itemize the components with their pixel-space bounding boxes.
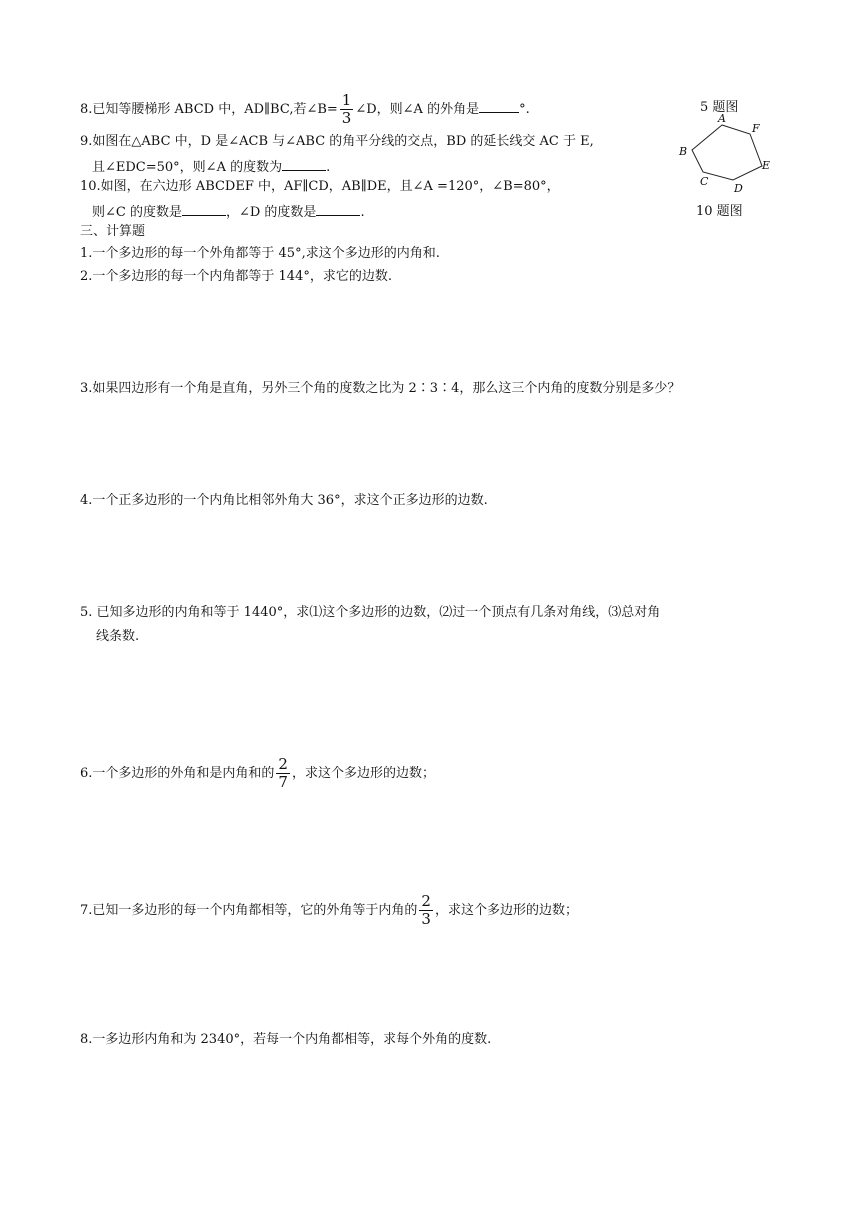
problem-4: 4.一个正多边形的一个内角比相邻外角大 36°，求这个正多边形的边数. — [80, 493, 488, 508]
figure-caption-10: 10 题图 — [696, 204, 743, 219]
fraction-numerator: 1 — [341, 91, 352, 109]
q10-period: . — [360, 205, 365, 220]
question-9-line1: 9.如图在△ABC 中，D 是∠ACB 与∠ABC 的角平分线的交点，BD 的延长线交 AC 于 E, — [80, 134, 594, 149]
p6-text-post: ，求这个多边形的边数； — [291, 766, 435, 781]
vertex-label: D — [734, 182, 743, 195]
fraction-denominator: 3 — [421, 910, 431, 928]
problem-7 — [80, 893, 578, 928]
answer-blank[interactable] — [316, 201, 360, 216]
problem-6 — [80, 756, 435, 791]
problem-5-line1: 5. 已知多边形的内角和等于 1440°，求⑴这个多边形的边数，⑵过一个顶点有几条对角线，⑶总对角 — [80, 605, 661, 620]
answer-blank[interactable] — [282, 156, 326, 171]
q9-text: 且∠EDC=50°，则∠A 的度数为 — [92, 160, 283, 175]
problem-2: 2.一个多边形的每一个内角都等于 144°，求它的边数. — [80, 269, 392, 284]
problem-8: 8.一多边形内角和为 2340°，若每一个内角都相等，求每个外角的度数. — [80, 1032, 492, 1047]
vertex-label: C — [700, 175, 709, 188]
p6-fraction — [276, 756, 290, 791]
fraction-numerator: 2 — [278, 755, 288, 773]
q8-text-pre: 8.已知等腰梯形 ABCD 中，AD∥BC,若∠B= — [80, 102, 338, 117]
problem-3: 3.如果四边形有一个角是直角，另外三个角的度数之比为 2∶3∶4，那么这三个内角的度数分别是多少？ — [80, 381, 681, 396]
p7-text-post: ，求这个多边形的边数； — [434, 903, 578, 918]
vertex-label: E — [762, 159, 771, 172]
question-8-fill — [80, 92, 530, 127]
answer-blank[interactable] — [182, 201, 226, 216]
hexagon-figure — [670, 112, 780, 196]
p7-fraction — [419, 893, 433, 928]
problem-1: 1.一个多边形的每一个外角都等于 45°,求这个多边形的内角和. — [80, 246, 440, 261]
fraction-numerator: 2 — [421, 892, 431, 910]
q8-text-post: ∠D，则∠A 的外角是 — [355, 102, 480, 117]
section-heading: 三、计算题 — [80, 224, 146, 239]
answer-blank[interactable] — [479, 98, 519, 113]
q9-period: . — [326, 160, 331, 175]
q8-unit: °. — [519, 102, 530, 117]
fraction-denominator: 3 — [341, 109, 352, 127]
figure-caption-5: 5 题图 — [700, 100, 739, 115]
problem-5-line2: 线条数. — [96, 629, 140, 644]
vertex-label: A — [718, 112, 726, 125]
q10-text-a: 则∠C 的度数是 — [92, 205, 182, 220]
p7-text-pre: 7.已知一多边形的每一个内角都相等，它的外角等于内角的 — [80, 903, 418, 918]
q10-text-b: ，∠D 的度数是 — [225, 205, 317, 220]
question-10-line2 — [92, 201, 365, 222]
vertex-label: F — [752, 122, 760, 135]
fraction-denominator: 7 — [278, 773, 288, 791]
q8-fraction — [340, 92, 354, 127]
p6-text-pre: 6.一个多边形的外角和是内角和的 — [80, 766, 275, 781]
vertex-label: B — [679, 145, 688, 158]
question-10-line1: 10.如图，在六边形 ABCDEF 中，AF∥CD，AB∥DE，且∠A =120°，∠B=80°， — [80, 179, 560, 194]
question-9-line2 — [92, 156, 330, 177]
